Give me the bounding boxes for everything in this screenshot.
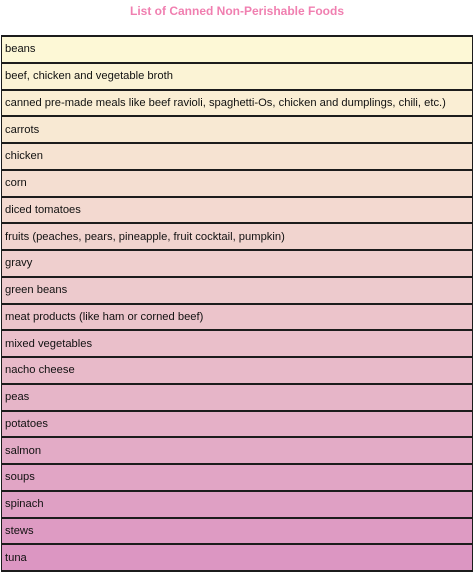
food-list-row: stews <box>2 519 472 546</box>
food-list-table <box>1 35 473 572</box>
food-list-row: nacho cheese <box>2 358 472 385</box>
food-list-row: mixed vegetables <box>2 331 472 358</box>
food-list-row: beans <box>2 37 472 64</box>
food-list-row: potatoes <box>2 412 472 439</box>
food-list-row: gravy <box>2 251 472 278</box>
food-list-row: beef, chicken and vegetable broth <box>2 64 472 91</box>
food-list-row: spinach <box>2 492 472 519</box>
food-list-row: salmon <box>2 438 472 465</box>
food-list-row: meat products (like ham or corned beef) <box>2 305 472 332</box>
food-list-row: carrots <box>2 117 472 144</box>
food-list-row: green beans <box>2 278 472 305</box>
food-list-row: corn <box>2 171 472 198</box>
food-list-row: fruits (peaches, pears, pineapple, fruit cocktail, pumpkin) <box>2 224 472 251</box>
page-title: List of Canned Non-Perishable Foods <box>129 4 344 18</box>
food-list-row: peas <box>2 385 472 412</box>
food-list-row: chicken <box>2 144 472 171</box>
food-list-row: canned pre-made meals like beef ravioli, spaghetti-Os, chicken and dumplings, chili, etc.) <box>2 91 472 118</box>
food-list-row: diced tomatoes <box>2 198 472 225</box>
food-list-row: tuna <box>2 545 472 572</box>
food-list-row: soups <box>2 465 472 492</box>
